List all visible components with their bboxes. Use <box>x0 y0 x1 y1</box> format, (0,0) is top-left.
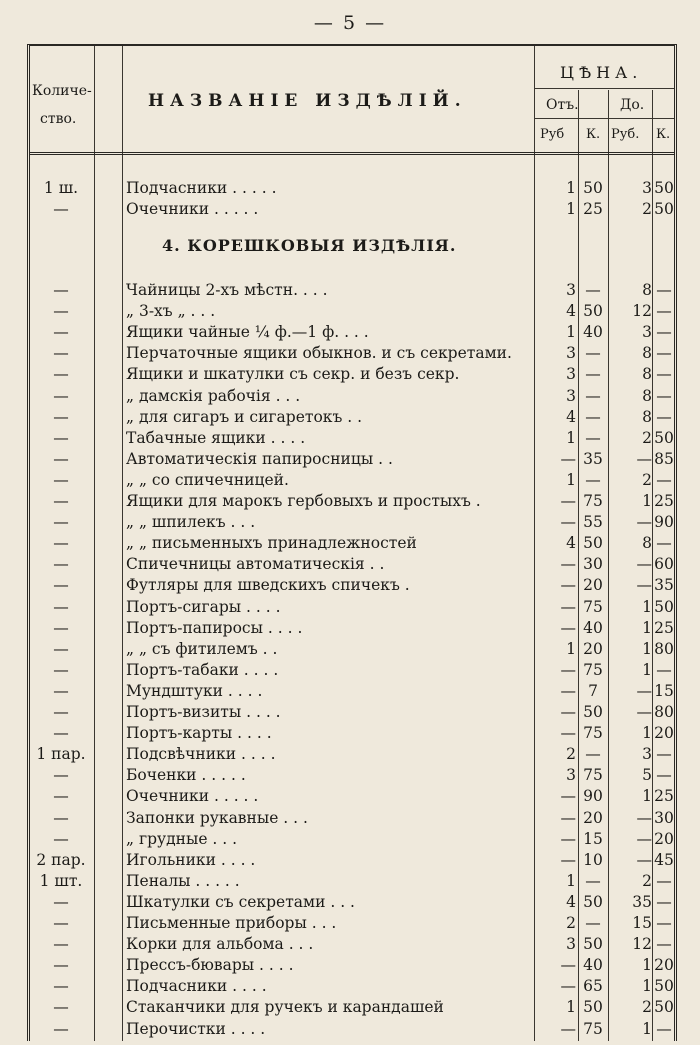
price-from-rub-cell: — <box>560 513 576 532</box>
quantity-cell: — <box>53 597 69 616</box>
price-to-rub-cell: 8 <box>642 386 652 405</box>
price-from-kop-cell: 50 <box>583 534 603 553</box>
table-row <box>30 364 674 384</box>
price-from-kop-cell: 20 <box>583 639 603 658</box>
price-from-kop-cell: 75 <box>583 766 603 785</box>
table-row <box>30 428 674 448</box>
price-to-rub-cell: 2 <box>642 871 652 890</box>
quantity-cell: — <box>53 386 69 405</box>
quantity-cell: — <box>53 956 69 975</box>
price-to-kop-cell: 50 <box>654 428 674 447</box>
table-row <box>30 786 674 806</box>
price-to-rub-cell: — <box>636 850 652 869</box>
price-to-rub-cell: — <box>636 681 652 700</box>
price-to-rub-cell: 1 <box>642 977 652 996</box>
quantity-cell: — <box>53 892 69 911</box>
item-name-cell: Запонки рукавные . . . <box>126 808 308 827</box>
price-from-rub-cell: 3 <box>566 766 576 785</box>
price-to-kop-cell: — <box>656 302 672 321</box>
item-name-cell: Подчасники . . . . . <box>126 179 277 197</box>
price-from-kop-cell: 7 <box>588 681 598 700</box>
price-from-rub-cell: 3 <box>566 344 576 363</box>
item-name-cell: Портъ-визиты . . . . <box>126 703 281 721</box>
table-row <box>30 178 674 198</box>
price-to-rub-cell: 12 <box>632 302 652 321</box>
price-from-rub-cell: 4 <box>566 302 576 321</box>
table-row <box>30 976 674 996</box>
price-from-rub-cell: — <box>560 660 576 679</box>
price-to-rub-cell: 5 <box>642 766 652 785</box>
qty-header-line2: ство. <box>40 111 77 127</box>
item-name-cell: Портъ-папиросы . . . . <box>126 618 303 637</box>
price-from-kop-cell: — <box>585 365 601 384</box>
item-name-cell: Ящики чайные ¼ ф.—1 ф. . . . <box>126 323 369 342</box>
price-to-kop-cell: — <box>656 660 672 679</box>
price-from-rub-cell: — <box>560 597 576 616</box>
price-to-kop-cell: 35 <box>654 576 674 595</box>
quantity-cell: — <box>53 323 69 342</box>
quantity-cell: — <box>53 470 69 489</box>
price-from-kop-cell: 35 <box>583 449 603 468</box>
quantity-cell: 1 шт. <box>39 871 83 890</box>
item-name-cell: „ дамскія рабочія . . . <box>126 386 301 405</box>
price-from-rub-cell: 4 <box>566 407 576 426</box>
price-to-kop-cell: 90 <box>654 513 674 532</box>
item-name-cell: „ „ со спичечницей. <box>126 470 289 489</box>
price-table <box>27 44 677 1041</box>
quantity-cell: — <box>53 449 69 468</box>
table-row <box>30 491 674 511</box>
price-from-kop-cell: — <box>585 871 601 890</box>
price-from-rub-cell: — <box>560 808 576 827</box>
quantity-cell: — <box>53 344 69 363</box>
price-to-kop-cell: 50 <box>654 597 674 616</box>
table-row <box>30 808 674 828</box>
price-to-kop-cell: 50 <box>654 200 674 218</box>
item-name-cell: Стаканчики для ручекъ и карандашей <box>126 998 444 1017</box>
price-to-rub-cell: — <box>636 513 652 532</box>
item-name-cell: Перчаточные ящики обыкнов. и съ секретами. <box>126 344 512 363</box>
price-to-rub-cell: 1 <box>642 724 652 743</box>
price-from-rub-cell: — <box>560 576 576 595</box>
price-from-kop-cell: 50 <box>583 998 603 1017</box>
item-name-cell: Игольники . . . . <box>126 850 256 869</box>
price-from-kop-cell: 55 <box>583 513 603 532</box>
quantity-cell: — <box>53 200 69 218</box>
item-name-cell: Боченки . . . . . <box>126 766 246 785</box>
item-name-cell: Очечники . . . . . <box>126 787 259 806</box>
price-from-kop-cell: 75 <box>583 492 603 510</box>
page-number: — 5 — <box>313 12 387 34</box>
price-to-kop-cell: — <box>656 766 672 785</box>
table-row <box>30 343 674 363</box>
quantity-cell: 1 ш. <box>43 179 79 197</box>
item-name-cell: Пеналы . . . . . <box>126 871 240 890</box>
price-from-kop-cell: — <box>585 428 601 447</box>
item-name-cell: Табачные ящики . . . . <box>126 428 306 447</box>
quantity-cell: — <box>53 365 69 384</box>
quantity-cell: — <box>53 787 69 806</box>
price-to-kop-cell: — <box>656 745 672 764</box>
kop-header-to: К. <box>656 127 671 142</box>
item-name-cell: Ящики и шкатулки съ секр. и безъ секр. <box>126 365 460 384</box>
price-from-kop-cell: 50 <box>583 935 603 954</box>
price-to-kop-cell: — <box>656 871 672 890</box>
table-row <box>30 407 674 427</box>
price-to-rub-cell: 1 <box>642 787 652 806</box>
price-from-rub-cell: 4 <box>566 892 576 911</box>
price-to-kop-cell: — <box>656 323 672 342</box>
price-to-rub-cell: 1 <box>642 660 652 679</box>
item-name-cell: Подчасники . . . . <box>126 977 267 996</box>
rub-header-from: Руб <box>540 127 565 142</box>
price-from-rub-cell: — <box>560 956 576 975</box>
item-name-cell: Автоматическія папиросницы . . <box>126 449 393 468</box>
price-to-kop-cell: 25 <box>654 787 674 806</box>
price-from-kop-cell: 10 <box>583 850 603 869</box>
table-row <box>30 702 674 722</box>
price-to-rub-cell: 8 <box>642 365 652 384</box>
price-from-kop-cell: — <box>585 407 601 426</box>
price-to-rub-cell: 8 <box>642 534 652 553</box>
price-to-rub-cell: 1 <box>642 492 652 510</box>
item-name-cell: Подсвѣчники . . . . <box>126 745 276 764</box>
table-row <box>30 871 674 891</box>
price-to-kop-cell: — <box>656 407 672 426</box>
price-from-kop-cell: 50 <box>583 302 603 321</box>
item-name-cell: „ для сигаръ и сигаретокъ . . <box>126 407 363 426</box>
quantity-cell: — <box>53 935 69 954</box>
table-row <box>30 386 674 406</box>
price-from-rub-cell: 1 <box>566 998 576 1017</box>
price-from-kop-cell: 75 <box>583 597 603 616</box>
quantity-cell: 1 пар. <box>36 745 86 764</box>
price-from-kop-cell: 30 <box>583 555 603 574</box>
price-from-kop-cell: 50 <box>583 892 603 911</box>
price-to-kop-cell: — <box>656 281 672 299</box>
item-name-cell: „ 3-хъ „ . . . <box>126 302 216 321</box>
price-to-kop-cell: 20 <box>654 956 674 975</box>
quantity-cell: — <box>53 998 69 1017</box>
from-to-header-rule <box>534 118 674 119</box>
item-name-cell: „ „ шпилекъ . . . <box>126 513 256 532</box>
price-to-kop-cell: — <box>656 470 672 489</box>
quantity-cell: — <box>53 724 69 743</box>
price-from-rub-cell: 1 <box>566 428 576 447</box>
price-to-kop-cell: 80 <box>654 703 674 721</box>
quantity-cell: — <box>53 977 69 996</box>
item-name-cell: Перочистки . . . . <box>126 1019 266 1038</box>
price-to-kop-cell: 25 <box>654 618 674 637</box>
price-to-kop-cell: 30 <box>654 808 674 827</box>
header-bottom-rule <box>30 152 674 155</box>
table-row <box>30 322 674 342</box>
price-to-kop-cell: — <box>656 344 672 363</box>
table-row <box>30 533 674 553</box>
table-row <box>30 554 674 574</box>
price-to-rub-cell: 1 <box>642 618 652 637</box>
price-from-kop-cell: 15 <box>583 829 603 848</box>
price-to-rub-cell: — <box>636 449 652 468</box>
price-from-kop-cell: 20 <box>583 576 603 595</box>
table-row <box>30 1019 674 1039</box>
price-to-kop-cell: 60 <box>654 555 674 574</box>
item-name-cell: Письменные приборы . . . <box>126 914 337 932</box>
price-to-rub-cell: 2 <box>642 200 652 218</box>
item-name-cell: Ящики для марокъ гербовыхъ и простыхъ . <box>126 492 481 510</box>
price-header: ЦѢНА. <box>560 63 643 82</box>
price-from-kop-cell: 65 <box>583 977 603 996</box>
price-to-rub-cell: 3 <box>642 323 652 342</box>
price-from-rub-cell: — <box>560 681 576 700</box>
price-from-kop-cell: — <box>585 914 601 932</box>
table-row <box>30 512 674 532</box>
price-to-kop-cell: 45 <box>654 850 674 869</box>
price-from-rub-cell: 3 <box>566 386 576 405</box>
price-from-rub-cell: 3 <box>566 935 576 954</box>
price-to-rub-cell: 3 <box>642 179 652 197</box>
table-row <box>30 618 674 638</box>
table-row <box>30 850 674 870</box>
price-from-rub-cell: — <box>560 829 576 848</box>
table-row <box>30 301 674 321</box>
price-to-rub-cell: — <box>636 555 652 574</box>
price-from-rub-cell: 2 <box>566 745 576 764</box>
item-name-cell: Корки для альбома . . . <box>126 935 314 954</box>
price-to-kop-cell: — <box>656 914 672 932</box>
to-header: До. <box>620 97 645 113</box>
table-row <box>30 955 674 975</box>
table-row <box>30 765 674 785</box>
price-to-kop-cell: — <box>656 534 672 553</box>
quantity-cell: — <box>53 681 69 700</box>
item-name-cell: Спичечницы автоматическія . . <box>126 555 385 574</box>
name-column-header: НАЗВАНІЕ ИЗДѢЛІЙ. <box>148 91 467 111</box>
quantity-cell: — <box>53 639 69 658</box>
price-to-kop-cell: 85 <box>654 449 674 468</box>
price-from-rub-cell: — <box>560 724 576 743</box>
quantity-cell: — <box>53 513 69 532</box>
quantity-cell: — <box>53 914 69 932</box>
price-to-rub-cell: 1 <box>642 597 652 616</box>
price-to-kop-cell: 20 <box>654 724 674 743</box>
price-from-rub-cell: — <box>560 492 576 510</box>
price-to-rub-cell: 1 <box>642 639 652 658</box>
price-to-kop-cell: 50 <box>654 977 674 996</box>
price-from-rub-cell: 1 <box>566 323 576 342</box>
price-to-kop-cell: — <box>656 935 672 954</box>
item-name-cell: „ грудные . . . <box>126 829 238 848</box>
item-name-cell: Прессъ-бювары . . . . <box>126 956 294 975</box>
quantity-cell: — <box>53 660 69 679</box>
table-row <box>30 470 674 490</box>
quantity-cell: — <box>53 555 69 574</box>
price-from-rub-cell: — <box>560 850 576 869</box>
price-to-kop-cell: — <box>656 892 672 911</box>
price-from-kop-cell: 50 <box>583 703 603 721</box>
item-name-cell: Портъ-карты . . . . <box>126 724 272 743</box>
table-row <box>30 639 674 659</box>
price-from-kop-cell: 25 <box>583 200 603 218</box>
table-row <box>30 723 674 743</box>
price-from-kop-cell: 40 <box>583 956 603 975</box>
price-from-rub-cell: — <box>560 703 576 721</box>
table-row <box>30 829 674 849</box>
price-to-rub-cell: 3 <box>642 745 652 764</box>
price-to-rub-cell: — <box>636 808 652 827</box>
table-row <box>30 744 674 764</box>
price-to-rub-cell: 12 <box>632 935 652 954</box>
table-row <box>30 575 674 595</box>
rub-header-to: Руб. <box>611 127 640 142</box>
item-name-cell: Футляры для шведскихъ спичекъ . <box>126 576 410 595</box>
price-from-rub-cell: 3 <box>566 365 576 384</box>
item-name-cell: Очечники . . . . . <box>126 200 259 218</box>
quantity-cell: — <box>53 281 69 299</box>
item-name-cell: Шкатулки съ секретами . . . <box>126 892 355 911</box>
price-from-rub-cell: — <box>560 1019 576 1038</box>
price-to-rub-cell: 15 <box>632 914 652 932</box>
table-row <box>30 449 674 469</box>
price-to-rub-cell: 1 <box>642 1019 652 1038</box>
section-title: 4. КОРЕШКОВЫЯ ИЗДѢЛІЯ. <box>162 236 457 255</box>
quantity-cell: — <box>53 618 69 637</box>
price-from-rub-cell: 1 <box>566 871 576 890</box>
price-from-kop-cell: — <box>585 386 601 405</box>
price-from-rub-cell: 1 <box>566 179 576 197</box>
price-from-rub-cell: 4 <box>566 534 576 553</box>
quantity-cell: — <box>53 534 69 553</box>
table-row <box>30 892 674 912</box>
item-name-cell: Портъ-сигары . . . . <box>126 597 281 616</box>
price-from-kop-cell: 90 <box>583 787 603 806</box>
price-from-kop-cell: 75 <box>583 724 603 743</box>
quantity-cell: — <box>53 703 69 721</box>
table-row <box>30 934 674 954</box>
price-to-rub-cell: — <box>636 703 652 721</box>
price-from-rub-cell: — <box>560 555 576 574</box>
price-to-kop-cell: 80 <box>654 639 674 658</box>
item-name-cell: Мундштуки . . . . <box>126 681 263 700</box>
from-header: Отъ. <box>546 97 579 113</box>
table-row <box>30 681 674 701</box>
table-row <box>30 280 674 300</box>
quantity-cell: — <box>53 302 69 321</box>
price-from-kop-cell: — <box>585 344 601 363</box>
price-from-kop-cell: — <box>585 281 601 299</box>
price-from-kop-cell: — <box>585 745 601 764</box>
table-row <box>30 199 674 219</box>
price-from-kop-cell: 40 <box>583 323 603 342</box>
price-to-rub-cell: 8 <box>642 281 652 299</box>
price-from-rub-cell: 1 <box>566 639 576 658</box>
quantity-cell: — <box>53 576 69 595</box>
table-row <box>30 660 674 680</box>
price-to-rub-cell: 1 <box>642 956 652 975</box>
price-to-rub-cell: 2 <box>642 428 652 447</box>
table-row <box>30 997 674 1017</box>
price-to-kop-cell: — <box>656 1019 672 1038</box>
price-from-kop-cell: — <box>585 470 601 489</box>
quantity-cell: — <box>53 766 69 785</box>
price-from-rub-cell: — <box>560 449 576 468</box>
price-to-kop-cell: — <box>656 365 672 384</box>
price-to-rub-cell: 35 <box>632 892 652 911</box>
price-from-rub-cell: 1 <box>566 200 576 218</box>
quantity-cell: — <box>53 492 69 510</box>
quantity-cell: — <box>53 808 69 827</box>
qty-header-line1: Количе- <box>32 83 92 99</box>
price-to-rub-cell: — <box>636 576 652 595</box>
price-from-rub-cell: 3 <box>566 281 576 299</box>
price-from-kop-cell: 75 <box>583 660 603 679</box>
price-from-rub-cell: — <box>560 618 576 637</box>
quantity-cell: 2 пар. <box>36 850 86 869</box>
price-from-rub-cell: 1 <box>566 470 576 489</box>
price-from-rub-cell: 2 <box>566 914 576 932</box>
item-name-cell: „ „ съ фитилемъ . . <box>126 639 278 658</box>
table-row <box>30 913 674 933</box>
price-from-kop-cell: 40 <box>583 618 603 637</box>
price-header-rule <box>534 88 674 89</box>
price-from-kop-cell: 20 <box>583 808 603 827</box>
price-to-kop-cell: 15 <box>654 681 674 700</box>
quantity-cell: — <box>53 428 69 447</box>
price-to-kop-cell: 50 <box>654 179 674 197</box>
price-to-rub-cell: 2 <box>642 998 652 1017</box>
quantity-cell: — <box>53 1019 69 1038</box>
price-from-rub-cell: — <box>560 977 576 996</box>
price-to-kop-cell: — <box>656 386 672 405</box>
price-from-kop-cell: 50 <box>583 179 603 197</box>
price-to-rub-cell: 8 <box>642 407 652 426</box>
price-from-rub-cell: — <box>560 787 576 806</box>
price-to-rub-cell: 2 <box>642 470 652 489</box>
item-name-cell: Портъ-табаки . . . . <box>126 660 279 679</box>
price-to-rub-cell: 8 <box>642 344 652 363</box>
price-to-kop-cell: 25 <box>654 492 674 510</box>
table-row <box>30 597 674 617</box>
price-from-kop-cell: 75 <box>583 1019 603 1038</box>
price-to-rub-cell: — <box>636 829 652 848</box>
quantity-cell: — <box>53 407 69 426</box>
item-name-cell: „ „ письменныхъ принадлежностей <box>126 534 417 553</box>
price-to-kop-cell: 50 <box>654 998 674 1017</box>
item-name-cell: Чайницы 2-хъ мѣстн. . . . <box>126 281 328 299</box>
price-to-kop-cell: 20 <box>654 829 674 848</box>
kop-header-from: К. <box>586 127 601 142</box>
quantity-cell: — <box>53 829 69 848</box>
